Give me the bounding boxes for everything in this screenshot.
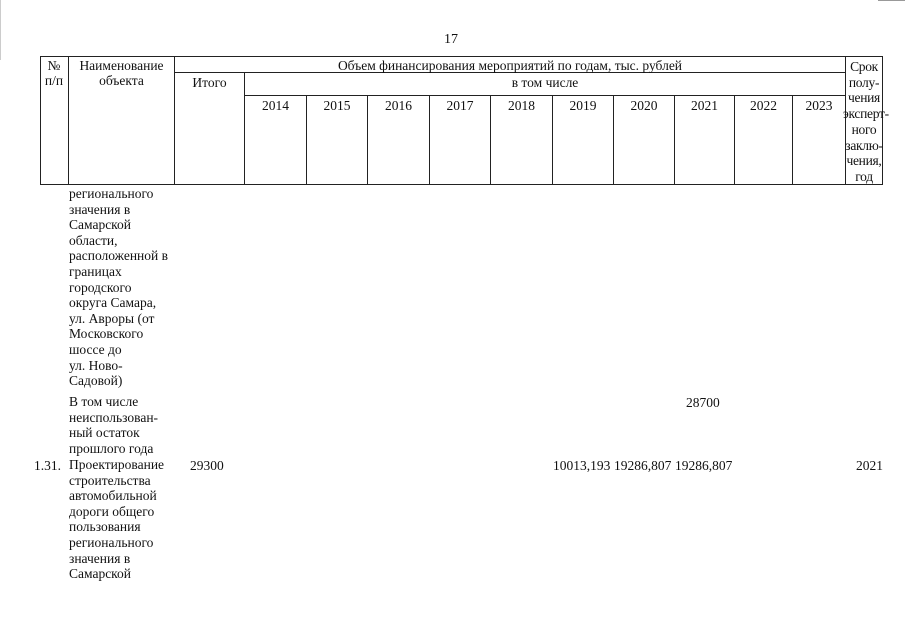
header-total: Итого [192, 75, 227, 90]
header-year-2015: 2015 [323, 98, 351, 113]
header-num-col: № п/п [44, 58, 64, 88]
header-deadline: Срок полу- чения эксперт- ного заклю- чения, год [843, 59, 889, 184]
header-year-2023: 2023 [805, 98, 833, 113]
header-year-2018: 2018 [508, 98, 535, 113]
header-year-2014: 2014 [262, 98, 289, 113]
page-number: 17 [444, 32, 458, 47]
continued-object-name: регионального значения в Самарской области, расположенной в границах городского округа Самара, ул. Авроры (от Московского шоссе до ул. Ново- Садовой) [69, 186, 168, 389]
header-financing-title: Объем финансирования мероприятий по годам, тыс. рублей [337, 58, 683, 73]
item-value-2019: 10013,193 [553, 458, 611, 473]
item-value-2020: 19286,807 [614, 458, 672, 473]
item-value-2021: 19286,807 [675, 458, 733, 473]
header-name-col: Наименование объекта [79, 58, 164, 88]
unused-balance-label: В том числе неиспользован- ный остаток прошлого года [69, 394, 159, 456]
header-year-2017: 2017 [446, 98, 474, 113]
header-year-2021: 2021 [691, 98, 718, 113]
item-object-name: Проектирование строительства автомобильной дороги общего пользования регионального значения в Самарской [69, 457, 165, 582]
header-year-2019: 2019 [569, 98, 597, 113]
header-including: в том числе [511, 75, 579, 90]
item-total: 29300 [190, 458, 224, 473]
header-year-2022: 2022 [750, 98, 777, 113]
item-number: 1.31. [34, 458, 61, 473]
scan-edge-mark [0, 0, 1, 60]
item-deadline: 2021 [856, 458, 883, 473]
scan-edge-mark [878, 0, 905, 1]
header-year-2020: 2020 [630, 98, 658, 113]
header-year-2016: 2016 [385, 98, 412, 113]
unused-balance-2021: 28700 [686, 395, 720, 410]
